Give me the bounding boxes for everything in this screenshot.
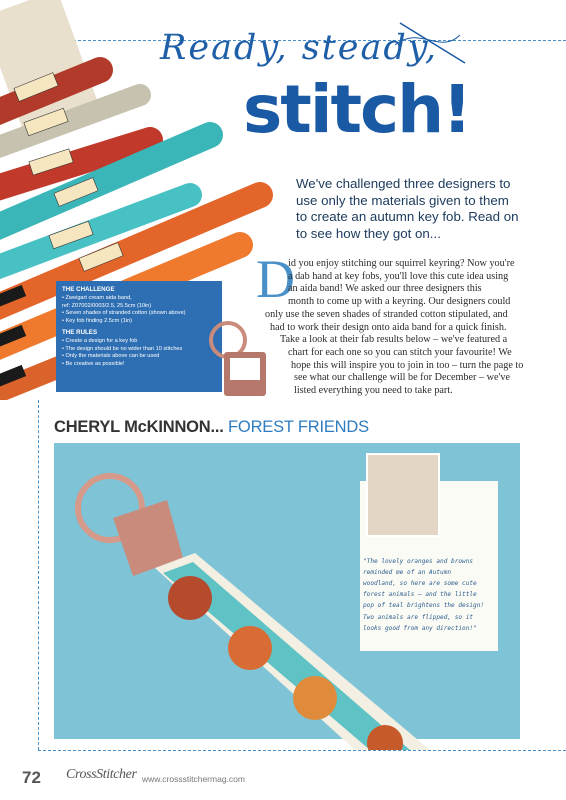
quote-line: woodland, so here are some cute — [363, 580, 477, 588]
intro-line: to see how they got on... — [296, 225, 441, 241]
brand-logo: CrossStitcher — [66, 767, 137, 782]
quote-line: "The lovely oranges and browns — [363, 558, 474, 565]
rules-item: • The design should be no wider than 10 stitches — [62, 345, 183, 352]
key-fob-finding-image — [206, 318, 272, 404]
dropcap: D — [256, 249, 295, 309]
challenge-heading: THE CHALLENGE — [62, 286, 115, 293]
designer-photo — [366, 453, 440, 537]
body-line: had to work their design onto aida band for a quick finish. — [270, 321, 507, 333]
quote-line: reminded me of an Autumn — [363, 569, 452, 577]
dashed-frame-bottom — [38, 750, 566, 751]
design-name: FOREST FRIENDS — [223, 418, 369, 436]
rules-item: • Create a design for a key fob — [62, 338, 138, 344]
body-line: listed everything you need to take part. — [294, 385, 453, 396]
intro-line: We've challenged three designers to — [296, 176, 511, 191]
body-line: see what our challenge will be for December – we've — [294, 372, 510, 384]
designer-name: CHERYL McKINNON... — [54, 418, 224, 436]
intro-paragraph — [296, 176, 536, 242]
challenge-item: • Seven shades of stranded cotton (shown above) — [62, 310, 186, 316]
watermark: PassionForum.ru — [466, 783, 531, 793]
challenge-box — [56, 281, 222, 392]
body-line: only use the seven shades of stranded cotton stipulated, and — [265, 308, 508, 320]
challenge-item: • Key fob finding 2.5cm (1in) — [62, 317, 133, 324]
page-number: 72 — [22, 768, 41, 787]
dashed-frame-left — [38, 400, 39, 750]
website-link[interactable]: www.crossstitchermag.com — [142, 774, 245, 784]
body-line: id you enjoy stitching our squirrel keyring? Now you're — [288, 258, 515, 269]
rules-item: • Only the materials above can be used — [62, 353, 160, 359]
rules-heading: THE RULES — [62, 329, 98, 336]
body-line: Take a look at their fab results below – we've featured a — [280, 334, 508, 346]
body-line: chart for each one so you can stitch your favourite! We — [288, 346, 512, 358]
body-line: a dab hand at key fobs, you'll love this cute idea using — [288, 270, 509, 282]
body-line: an aida band! We asked our three designers this — [288, 283, 482, 295]
quote-line: Two animals are flipped, so it — [363, 613, 474, 621]
intro-line: to create an autumn key fob. Read on — [296, 209, 519, 224]
quote-line: pop of teal brightens the design! — [363, 602, 485, 610]
title-script: Ready, steady, — [160, 28, 438, 68]
intro-line: use only the materials given to them — [296, 192, 509, 208]
challenge-item: • Zweigart cream aida band, — [62, 295, 132, 301]
section-title — [54, 418, 369, 437]
quote-line: forest animals – and the little — [363, 591, 477, 599]
body-line: hope this will inspire you to join in too – turn the page to — [291, 359, 524, 371]
challenge-item: ref: Z07002/0003/2.5, 25.5cm (10in) — [62, 302, 152, 309]
title-main: stitch! — [243, 71, 471, 148]
quote-line: looks good from any direction!" — [363, 624, 477, 632]
rules-item: • Be creative as possible! — [62, 360, 125, 367]
body-line: month to come up with a keyring. Our designers could — [288, 296, 511, 308]
